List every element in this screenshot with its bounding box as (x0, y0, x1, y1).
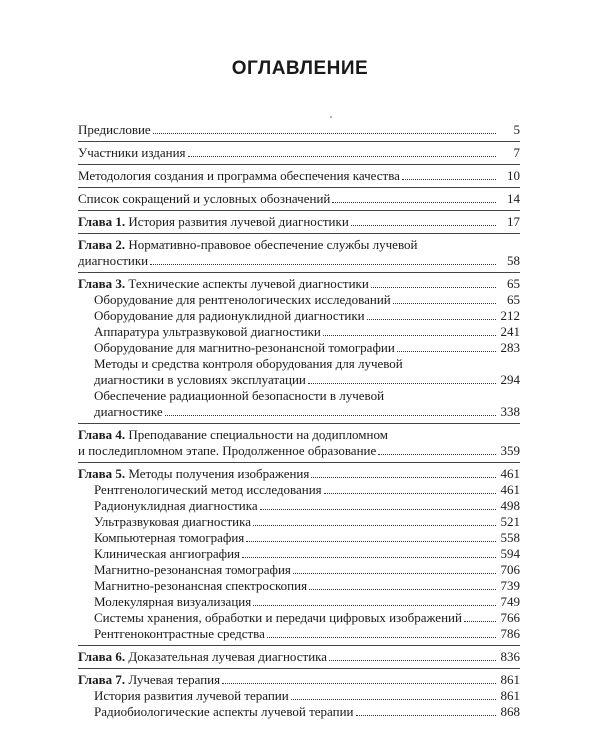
entry-text: Молекулярная визуализация (94, 594, 252, 609)
toc-entry[interactable] (78, 626, 520, 642)
page-number: 706 (500, 562, 520, 577)
toc-entry[interactable] (78, 578, 520, 594)
dot-leader (393, 303, 496, 304)
chapter-label: Глава 2. (78, 237, 126, 252)
entry-title-continuation: и последипломном этапе. Продолженное образование (78, 443, 377, 458)
toc-group (78, 214, 520, 230)
page-number: 739 (500, 578, 520, 593)
toc-entry[interactable] (78, 672, 520, 688)
toc-entry[interactable] (78, 443, 520, 459)
entry-title-continuation: диагностики в условиях эксплуатации (94, 372, 306, 387)
dot-leader (293, 573, 496, 574)
page-number: 749 (500, 594, 520, 609)
page-number: 558 (500, 530, 520, 545)
dot-leader (311, 477, 496, 478)
entry-text: Компьютерная томография (94, 530, 245, 545)
entry-text: Аппаратура ультразвуковой диагностики (94, 324, 321, 339)
chapter-label: Глава 6. (78, 649, 126, 664)
toc-entry-line (78, 356, 520, 372)
page-number: 861 (500, 672, 520, 687)
toc-entry[interactable] (78, 340, 520, 356)
dot-leader (324, 493, 496, 494)
entry-title (94, 546, 240, 562)
page-number: 212 (500, 308, 520, 323)
entry-text: Магнитно-резонансная томография (94, 562, 291, 577)
page-number: 461 (500, 482, 520, 497)
page-number: 58 (507, 253, 520, 268)
toc-group (78, 276, 520, 420)
entry-title (94, 610, 462, 626)
page-number: 521 (500, 514, 520, 529)
toc-entry-line (78, 427, 520, 443)
entry-title (78, 649, 327, 665)
entry-text: Предисловие (78, 122, 151, 137)
chapter-label: Глава 4. (78, 427, 126, 442)
entry-title (78, 168, 400, 184)
dot-leader (308, 383, 496, 384)
toc-entry[interactable] (78, 253, 520, 269)
toc-group (78, 145, 520, 161)
toc-entry[interactable] (78, 404, 520, 420)
dot-leader (222, 683, 496, 684)
chapter-label: Глава 5. (78, 466, 126, 481)
entry-text: Клиническая ангиография (94, 546, 241, 561)
page-number: 461 (500, 466, 520, 481)
entry-title (94, 340, 395, 356)
entry-title: Обеспечение радиационной безопасности в лучевой (94, 388, 385, 403)
dot-leader (402, 179, 496, 180)
divider (78, 141, 520, 142)
page-number: 294 (500, 372, 520, 387)
page-title: ОГЛАВЛЕНИЕ (231, 58, 369, 79)
toc-group (78, 237, 520, 269)
divider (78, 645, 520, 646)
dot-leader (367, 319, 496, 320)
chapter-label: Глава 1. (78, 214, 126, 229)
entry-title-continuation: диагностике (94, 404, 163, 419)
entry-text: Лучевая терапия (125, 672, 221, 687)
entry-title (78, 214, 349, 230)
toc-entry[interactable] (78, 562, 520, 578)
toc-entry-line (78, 237, 520, 253)
entry-title (94, 530, 244, 546)
entry-text: Рентгенологический метод исследования (94, 482, 322, 497)
page-number: 5 (513, 122, 520, 137)
toc-entry[interactable] (78, 122, 520, 138)
toc-entry[interactable] (78, 308, 520, 324)
toc-entry[interactable] (78, 688, 520, 704)
toc-group (78, 466, 520, 642)
dot-leader (188, 156, 496, 157)
table-of-contents (78, 122, 520, 720)
entry-text: История развития лучевой терапии (94, 688, 289, 703)
dot-leader (267, 637, 496, 638)
page-number: 359 (500, 443, 520, 458)
page-number: 14 (507, 191, 520, 206)
entry-text: Ультразвуковая диагностика (94, 514, 251, 529)
dot-leader (378, 454, 496, 455)
dot-leader (291, 699, 496, 700)
entry-title (94, 626, 265, 642)
page-number: 338 (500, 404, 520, 419)
toc-entry[interactable] (78, 530, 520, 546)
entry-title (94, 578, 307, 594)
entry-title (94, 498, 258, 514)
page-number: 65 (507, 292, 520, 307)
entry-text: Оборудование для радионуклидной диагностики (94, 308, 365, 323)
toc-entry[interactable] (78, 145, 520, 161)
print-speck (330, 116, 332, 118)
entry-text: Методы получения изображения (125, 466, 310, 481)
entry-title (94, 688, 289, 704)
page-number: 498 (500, 498, 520, 513)
toc-entry[interactable] (78, 466, 520, 482)
toc-entry[interactable] (78, 191, 520, 207)
entry-title (94, 562, 291, 578)
toc-entry[interactable] (78, 168, 520, 184)
divider (78, 668, 520, 669)
toc-entry[interactable] (78, 372, 520, 388)
dot-leader (323, 335, 496, 336)
entry-title (78, 466, 309, 482)
dot-leader (260, 509, 496, 510)
toc-entry[interactable] (78, 276, 520, 292)
divider (78, 423, 520, 424)
entry-title: Методы и средства контроля оборудования для лучевой (94, 356, 403, 371)
toc-entry[interactable] (78, 594, 520, 610)
page-number: 241 (500, 324, 520, 339)
page-number: 7 (513, 145, 520, 160)
toc-group (78, 427, 520, 459)
dot-leader (242, 557, 496, 558)
toc-entry[interactable] (78, 514, 520, 530)
dot-leader (332, 202, 496, 203)
entry-text: Системы хранения, обработки и передачи цифровых изображений (94, 610, 462, 625)
toc-group (78, 649, 520, 665)
toc-group (78, 122, 520, 138)
dot-leader (165, 415, 496, 416)
entry-title (94, 482, 322, 498)
entry-title (94, 324, 321, 340)
toc-entry[interactable] (78, 214, 520, 230)
entry-text: Рентгеноконтрастные средства (94, 626, 265, 641)
toc-entry[interactable] (78, 649, 520, 665)
toc-entry[interactable] (78, 324, 520, 340)
dot-leader (329, 660, 496, 661)
divider (78, 210, 520, 211)
entry-title: Преподавание специальности на додипломном (125, 427, 388, 442)
entry-text: Участники издания (78, 145, 186, 160)
page-number: 836 (500, 649, 520, 664)
entry-title (94, 514, 251, 530)
toc-entry[interactable] (78, 498, 520, 514)
dot-leader (464, 621, 496, 622)
entry-text: Список сокращений и условных обозначений (78, 191, 331, 206)
dot-leader (246, 541, 496, 542)
page-number: 786 (500, 626, 520, 641)
entry-title (94, 594, 251, 610)
entry-text: Оборудование для рентгенологических исследований (94, 292, 391, 307)
entry-title (78, 672, 220, 688)
divider (78, 233, 520, 234)
page-number: 65 (507, 276, 520, 291)
entry-text: Методология создания и программа обеспечения качества (78, 168, 400, 183)
divider (78, 462, 520, 463)
dot-leader (153, 133, 496, 134)
entry-title: Нормативно-правовое обеспечение службы лучевой (125, 237, 418, 252)
entry-text: Магнитно-резонансная спектроскопия (94, 578, 308, 593)
divider (78, 272, 520, 273)
entry-text: Радионуклидная диагностика (94, 498, 258, 513)
entry-text: Технические аспекты лучевой диагностики (125, 276, 369, 291)
entry-title (94, 704, 354, 720)
entry-text: Доказательная лучевая диагностика (125, 649, 328, 664)
divider (78, 187, 520, 188)
entry-title (78, 191, 330, 207)
dot-leader (309, 589, 496, 590)
dot-leader (371, 287, 496, 288)
entry-text: История развития лучевой диагностики (125, 214, 349, 229)
entry-title (94, 308, 365, 324)
page-number: 766 (500, 610, 520, 625)
page-number: 17 (507, 214, 520, 229)
toc-group (78, 672, 520, 720)
entry-text: Оборудование для магнитно-резонансной томографии (94, 340, 395, 355)
entry-title (78, 276, 369, 292)
page-number: 861 (500, 688, 520, 703)
entry-text: Радиобиологические аспекты лучевой терапии (94, 704, 354, 719)
dot-leader (253, 525, 496, 526)
chapter-label: Глава 7. (78, 672, 126, 687)
toc-entry[interactable] (78, 610, 520, 626)
toc-entry[interactable] (78, 482, 520, 498)
entry-title-continuation: диагностики (78, 253, 149, 268)
dot-leader (397, 351, 496, 352)
toc-group (78, 168, 520, 184)
toc-entry[interactable] (78, 704, 520, 720)
page-number: 10 (507, 168, 520, 183)
toc-entry-line (78, 388, 520, 404)
entry-title (78, 145, 186, 161)
toc-entry[interactable] (78, 546, 520, 562)
dot-leader (150, 264, 496, 265)
entry-title (94, 292, 391, 308)
page-number: 283 (500, 340, 520, 355)
page-number: 868 (500, 704, 520, 719)
dot-leader (356, 715, 497, 716)
toc-group (78, 191, 520, 207)
divider (78, 164, 520, 165)
dot-leader (253, 605, 496, 606)
dot-leader (351, 225, 496, 226)
entry-title (78, 122, 151, 138)
chapter-label: Глава 3. (78, 276, 126, 291)
page-number: 594 (500, 546, 520, 561)
toc-entry[interactable] (78, 292, 520, 308)
